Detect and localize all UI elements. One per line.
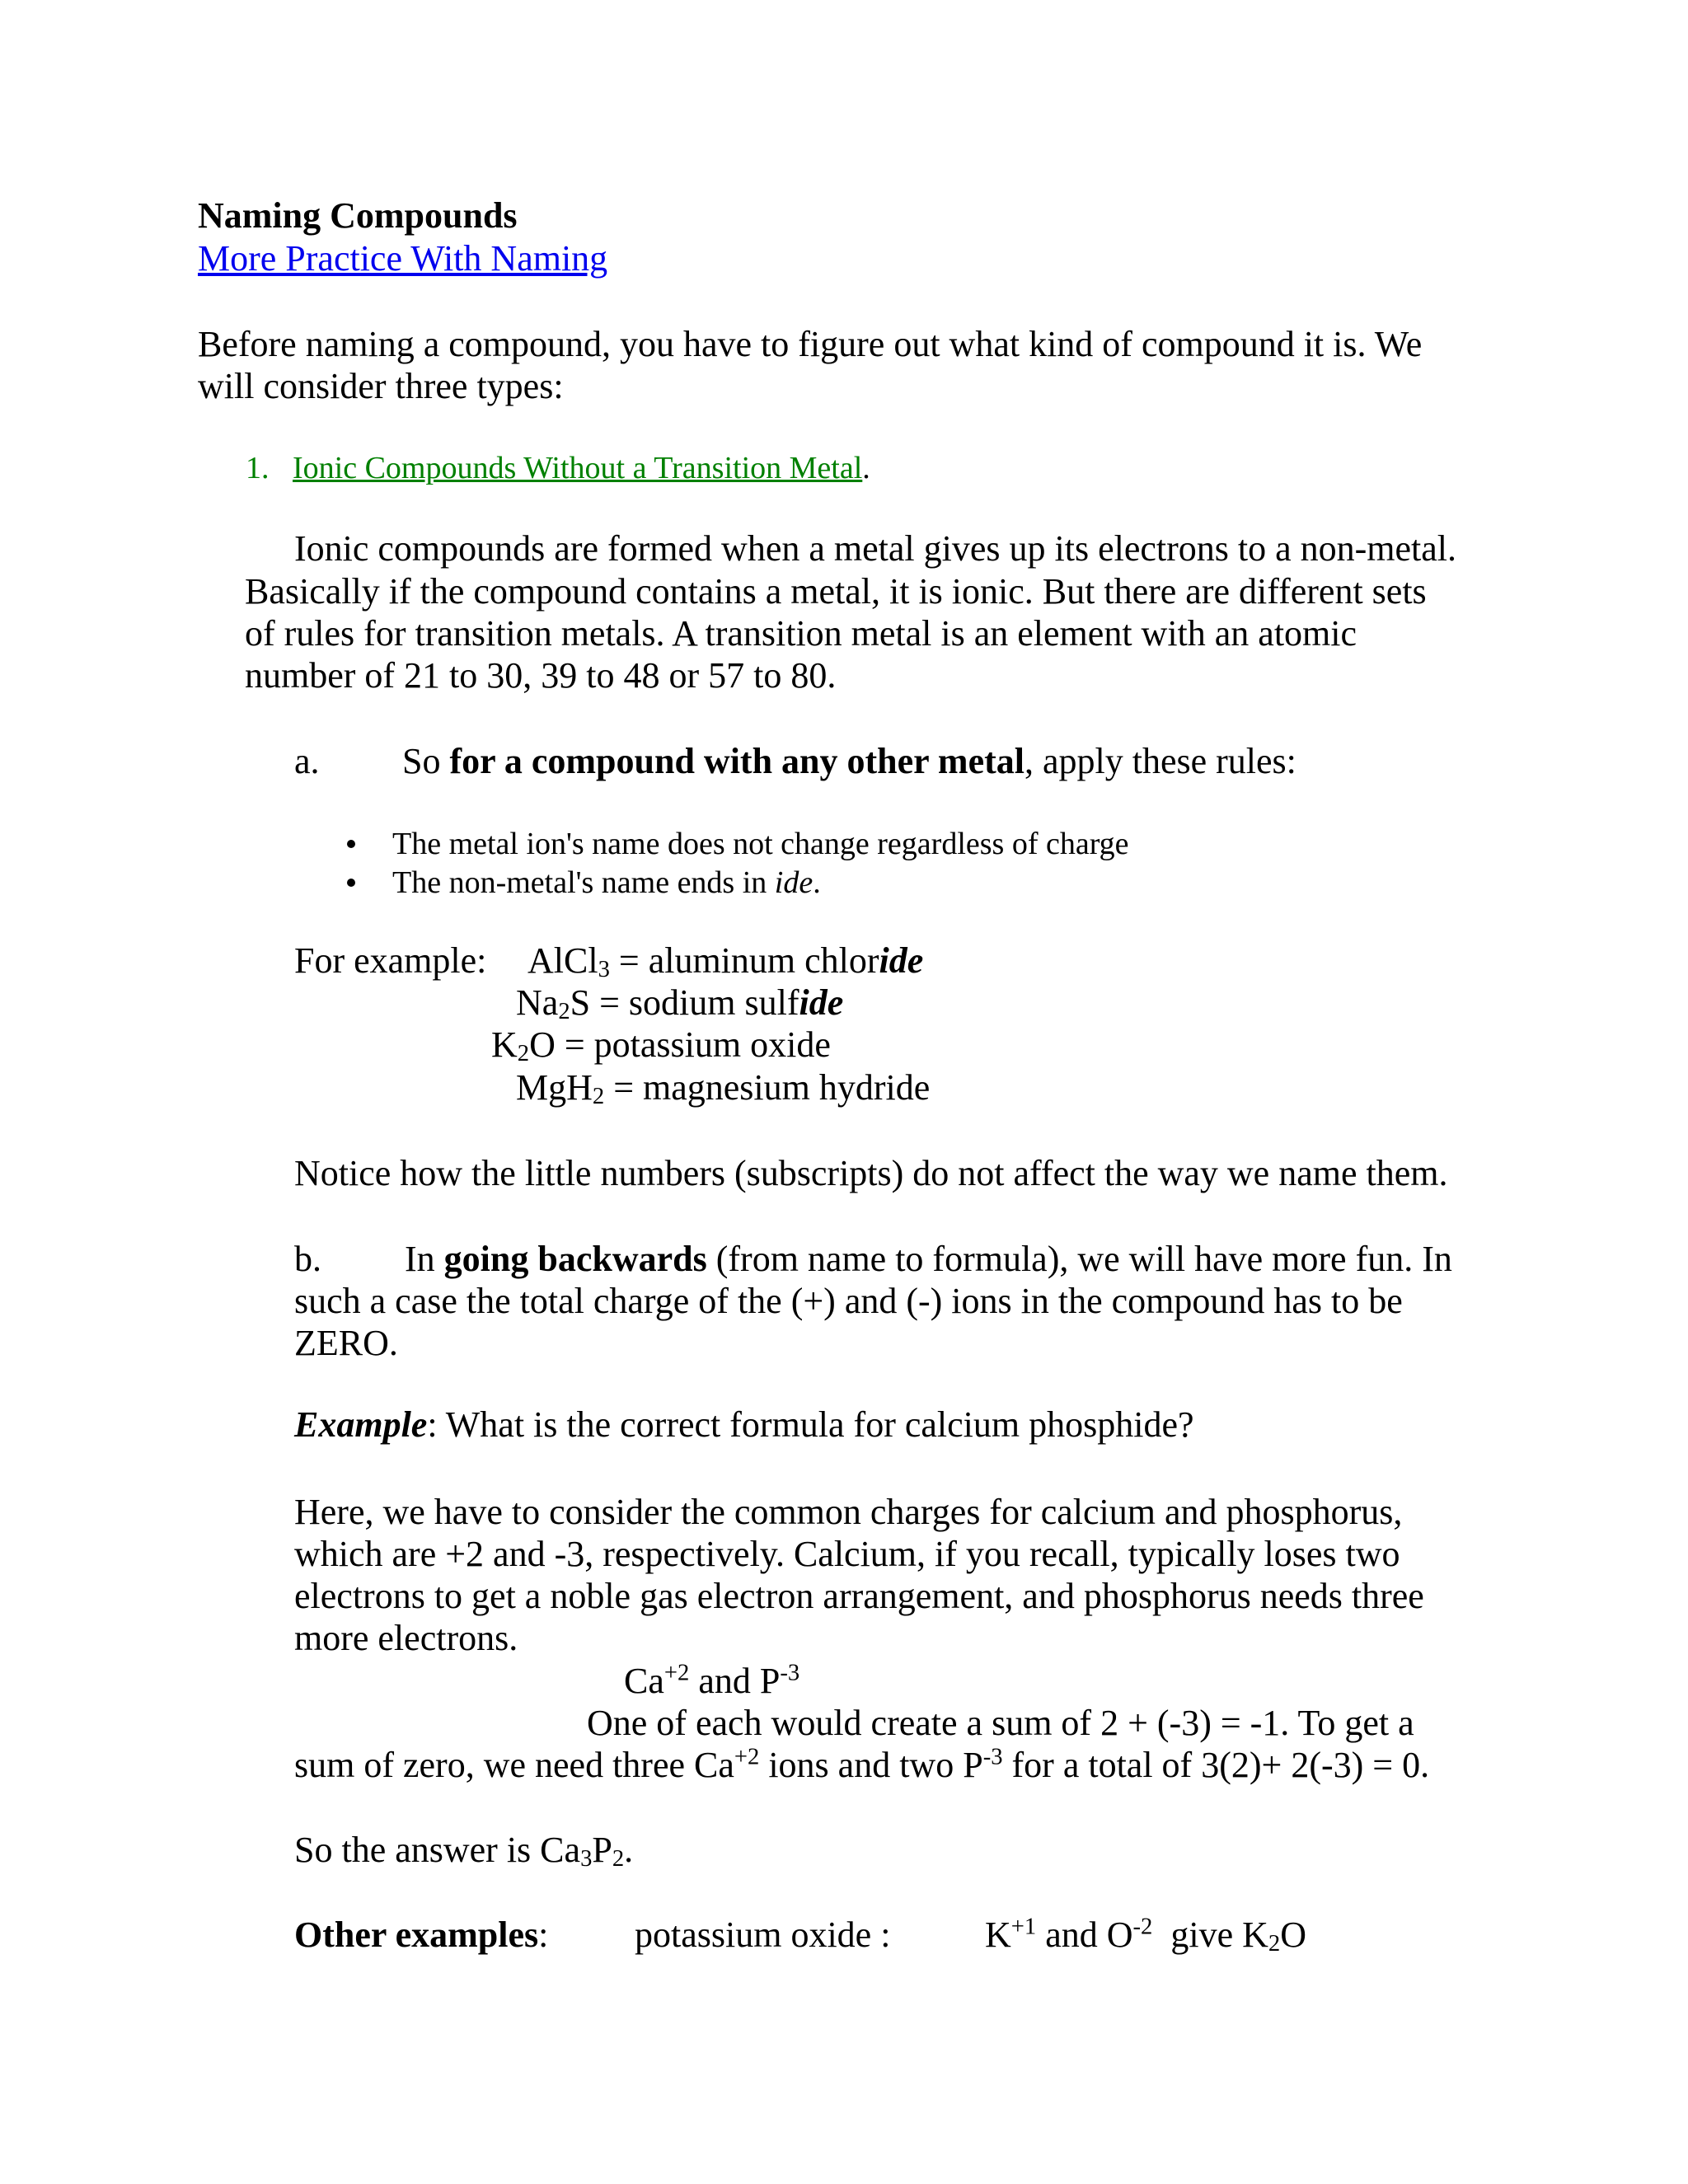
sum-line-2 (294, 1744, 1429, 1787)
charges-and-p: and P (689, 1661, 781, 1701)
part-b-bold: going backwards (443, 1239, 707, 1279)
bullet-1 (347, 840, 355, 848)
other-and-o: and O (1036, 1915, 1133, 1955)
other-example-name: potassium oxide : (635, 1915, 891, 1955)
example-4 (516, 1066, 930, 1109)
intro-line-2: will consider three types: (198, 366, 564, 406)
other-k-sup: +1 (1010, 1914, 1037, 1940)
charges-ca-sup: +2 (663, 1660, 690, 1686)
part-b-pre: In (405, 1239, 444, 1279)
sum-text-a: sum of zero, we need three Ca (294, 1745, 734, 1785)
ex2-suffix: ide (799, 982, 844, 1023)
ex4-name: = magnesium hydride (604, 1067, 931, 1108)
more-practice-link[interactable]: More Practice With Naming (198, 238, 608, 279)
example-text: : What is the correct formula for calcium phosphide? (427, 1404, 1194, 1445)
ex3-subscript: 2 (517, 1041, 530, 1067)
ex4-formula: MgH (516, 1067, 593, 1108)
part-a-text (402, 740, 1296, 783)
ex2-formula-a: Na (516, 982, 559, 1023)
part-b-line-3: ZERO. (294, 1323, 398, 1363)
example-2 (516, 982, 843, 1024)
sum-text-c: for a total of 3(2)+ 2(-3) = 0. (1002, 1745, 1430, 1785)
part-b-line-2: such a case the total charge of the (+) and (-) ions in the compound has to be (294, 1281, 1403, 1321)
rule-2-pre: The non-metal's name ends in (392, 865, 775, 900)
answer-sub-2: 2 (612, 1846, 625, 1872)
rule-2 (392, 861, 821, 904)
intro-line-1: Before naming a compound, you have to figure out what kind of compound it is. We (198, 324, 1423, 364)
notice-text: Notice how the little numbers (subscripts) do not affect the way we name them. (294, 1153, 1448, 1193)
ex1-suffix: ide (879, 940, 924, 981)
rule-1: The metal ion's name does not change regardless of charge (392, 827, 1129, 861)
sum-line-1: One of each would create a sum of 2 + (-3) = -1. To get a (587, 1703, 1414, 1743)
part-b-post: (from name to formula), we will have more fun. In (706, 1239, 1452, 1279)
sum-text-b: ions and two P (759, 1745, 983, 1785)
part-a-post: , apply these rules: (1024, 741, 1296, 781)
answer-mid: P (592, 1830, 612, 1870)
charges-ca: Ca (624, 1661, 664, 1701)
example-label: Example (294, 1404, 428, 1445)
part-b-label: b. (294, 1239, 321, 1279)
answer-sub-1: 3 (580, 1846, 593, 1872)
ex3-formula-b: O (529, 1024, 556, 1065)
ionic-para-line-4: number of 21 to 30, 39 to 48 or 57 to 80. (245, 655, 837, 696)
section-1-number: 1. (246, 451, 270, 485)
other-end: O (1280, 1915, 1306, 1955)
charges-p-sup: -3 (780, 1660, 800, 1686)
ex1-formula: AlCl (528, 940, 598, 981)
ionic-para-line-1: Ionic compounds are formed when a metal gives up its electrons to a non-metal. (294, 528, 1457, 569)
page-title: Naming Compounds (198, 195, 518, 236)
other-o-sup: -2 (1132, 1914, 1153, 1940)
ex2-subscript: 2 (558, 999, 570, 1025)
ionic-para-line-3: of rules for transition metals. A transition metal is an element with an atomic (245, 613, 1357, 654)
other-k: K (985, 1915, 1011, 1955)
ex4-subscript: 2 (592, 1084, 605, 1110)
rule-2-post: . (813, 865, 821, 900)
section-1-link[interactable]: Ionic Compounds Without a Transition Metal (293, 451, 863, 485)
other-label: Other examples (294, 1915, 539, 1955)
charges-line (624, 1660, 799, 1703)
bullet-2 (347, 879, 355, 887)
sum-sup-2: -3 (982, 1744, 1003, 1770)
ionic-para-line-2: Basically if the compound contains a metal, it is ionic. But there are different sets (245, 571, 1427, 612)
sum-sup-1: +2 (734, 1744, 760, 1770)
here-line-4: more electrons. (294, 1618, 518, 1658)
ex3-name: = potassium oxide (555, 1024, 831, 1065)
other-examples-label (294, 1914, 548, 1957)
part-a-label: a. (294, 741, 320, 781)
examples-label: For example: (294, 940, 487, 981)
other-sub: 2 (1268, 1931, 1281, 1957)
ex1-subscript: 3 (598, 957, 610, 983)
answer-line (294, 1829, 633, 1872)
answer-pre: So the answer is Ca (294, 1830, 581, 1870)
part-a-pre: So (402, 741, 450, 781)
example-question (294, 1404, 1194, 1446)
here-line-1: Here, we have to consider the common charges for calcium and phosphorus, (294, 1492, 1403, 1532)
example-1 (528, 940, 923, 982)
section-1-heading (246, 447, 870, 490)
part-a-bold: for a compound with any other metal (449, 741, 1025, 781)
other-example-formula (985, 1914, 1306, 1957)
ex1-name: = aluminum chlor (609, 940, 879, 981)
here-line-2: which are +2 and -3, respectively. Calcium, if you recall, typically loses two (294, 1534, 1400, 1574)
other-colon: : (538, 1915, 549, 1955)
here-line-3: electrons to get a noble gas electron arrangement, and phosphorus needs three (294, 1576, 1424, 1616)
example-3 (491, 1024, 831, 1066)
ex2-name: = sodium sulf (590, 982, 799, 1023)
ex2-formula-b: S (570, 982, 591, 1023)
ex3-formula-a: K (491, 1024, 518, 1065)
part-b-line-1 (405, 1238, 1452, 1281)
rule-2-italic: ide (774, 865, 814, 900)
answer-post: . (624, 1830, 634, 1870)
section-1-period: . (862, 451, 870, 485)
other-give: give K (1152, 1915, 1268, 1955)
